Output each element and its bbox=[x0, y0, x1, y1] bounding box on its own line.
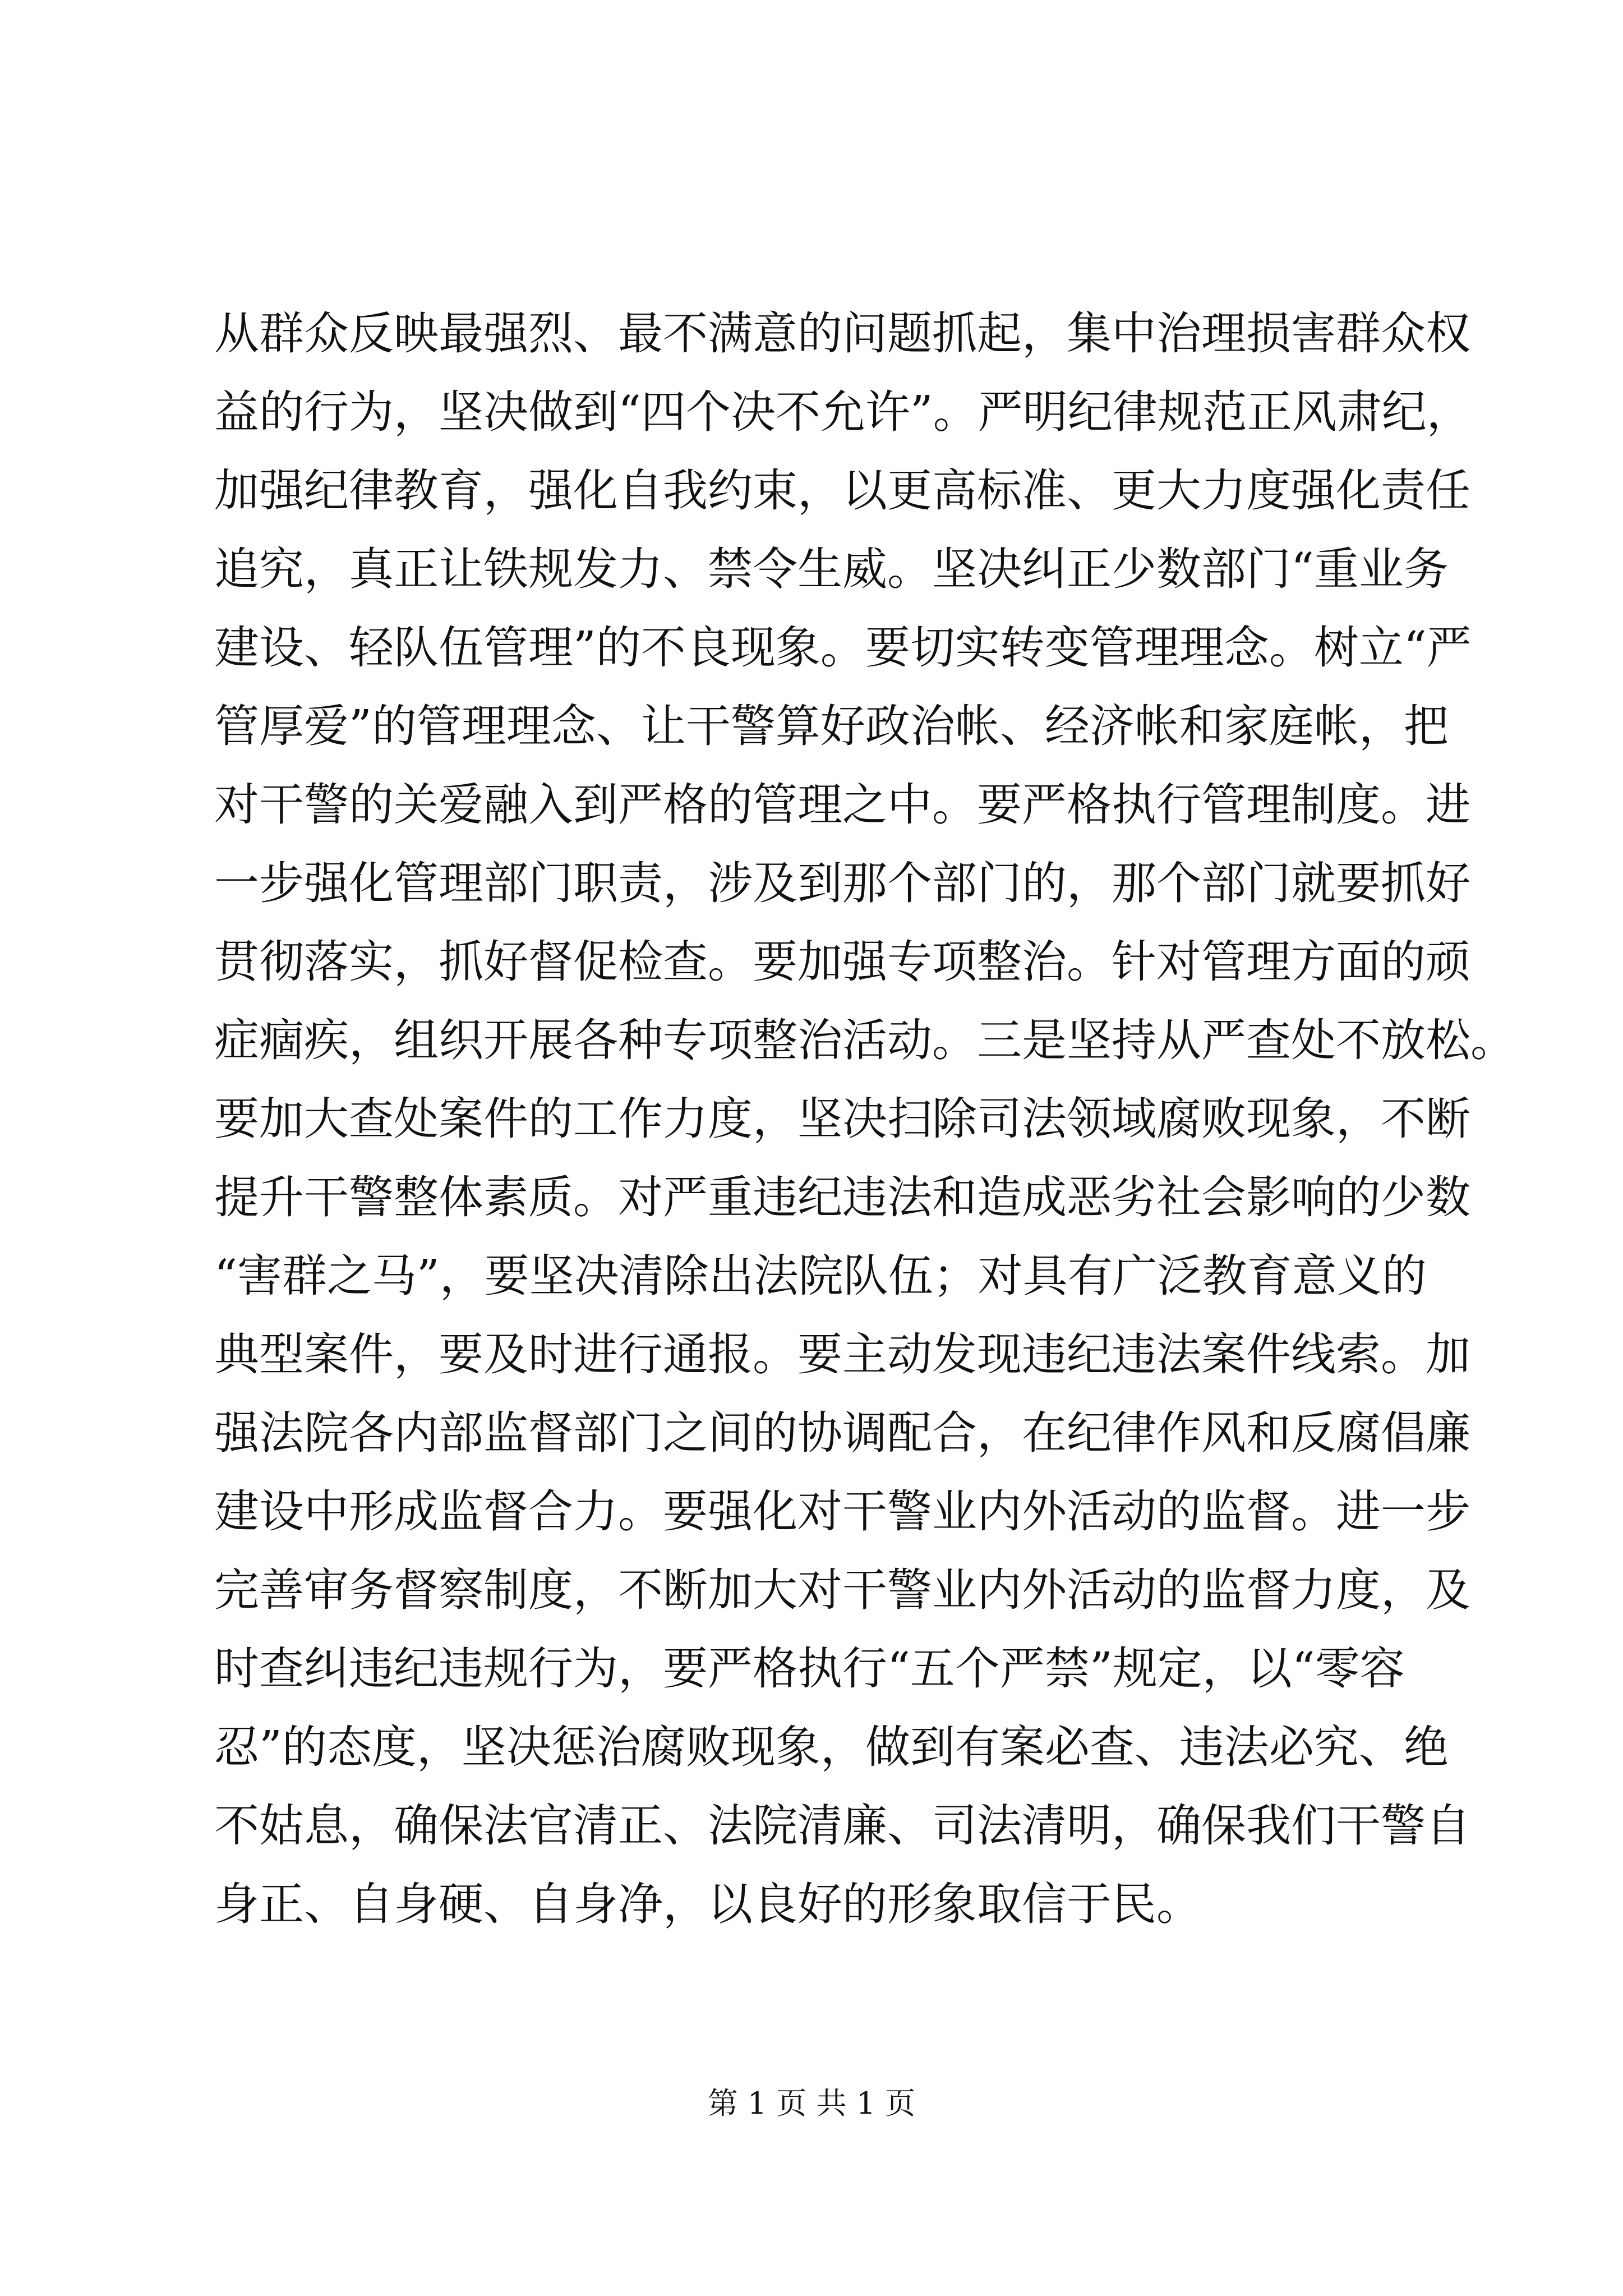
text-line: 要加大查处案件的工作力度，坚决扫除司法领域腐败现象，不断 bbox=[214, 1093, 1470, 1145]
text-line: 完善审务督察制度，不断加大对干警业内外活动的监督力度，及 bbox=[214, 1564, 1470, 1616]
page-footer: 第 1 页 共 1 页 bbox=[707, 2086, 916, 2121]
text-line: “害群之马”，要坚决清除出法院队伍；对具有广泛教育意义的 bbox=[214, 1250, 1427, 1302]
text-line: 贯彻落实，抓好督促检查。要加强专项整治。针对管理方面的顽 bbox=[214, 936, 1470, 988]
text-line: 益的行为，坚决做到“四个决不允许”。严明纪律规范正风肃纪， bbox=[214, 386, 1472, 438]
text-line: 从群众反映最强烈、最不满意的问题抓起，集中治理损害群众权 bbox=[214, 307, 1470, 360]
text-line: 建设中形成监督合力。要强化对干警业内外活动的监督。进一步 bbox=[214, 1485, 1470, 1538]
text-line: 身正、自身硬、自身净，以良好的形象取信于民。 bbox=[214, 1878, 1201, 1930]
text-line: 建设、轻队伍管理”的不良现象。要切实转变管理理念。树立“严 bbox=[214, 622, 1472, 674]
text-line: 忍”的态度，坚决惩治腐败现象，做到有案必查、违法必究、绝 bbox=[214, 1721, 1449, 1773]
text-line: 时查纠违纪违规行为，要严格执行“五个严禁”规定，以“零容 bbox=[214, 1642, 1405, 1695]
text-line: 不姑息，确保法官清正、法院清廉、司法清明，确保我们干警自 bbox=[214, 1800, 1470, 1852]
body-text bbox=[214, 295, 1515, 1944]
text-line: 提升干警整体素质。对严重违纪违法和造成恶劣社会影响的少数 bbox=[214, 1171, 1470, 1223]
text-line: 一步强化管理部门职责，涉及到那个部门的，那个部门就要抓好 bbox=[214, 857, 1470, 909]
text-line: 典型案件，要及时进行通报。要主动发现违纪违法案件线索。加 bbox=[214, 1328, 1470, 1381]
text-line: 对干警的关爱融入到严格的管理之中。要严格执行管理制度。进 bbox=[214, 779, 1470, 831]
text-line: 加强纪律教育，强化自我约束，以更高标准、更大力度强化责任 bbox=[214, 464, 1470, 517]
text-line: 追究，真正让铁规发力、禁令生威。坚决纠正少数部门“重业务 bbox=[214, 543, 1449, 595]
text-line: 强法院各内部监督部门之间的协调配合，在纪律作风和反腐倡廉 bbox=[214, 1407, 1470, 1459]
text-line: 症痼疾，组织开展各种专项整治活动。三是坚持从严查处不放松。 bbox=[214, 1014, 1515, 1066]
text-line: 管厚爱”的管理理念、让干警算好政治帐、经济帐和家庭帐，把 bbox=[214, 700, 1449, 752]
